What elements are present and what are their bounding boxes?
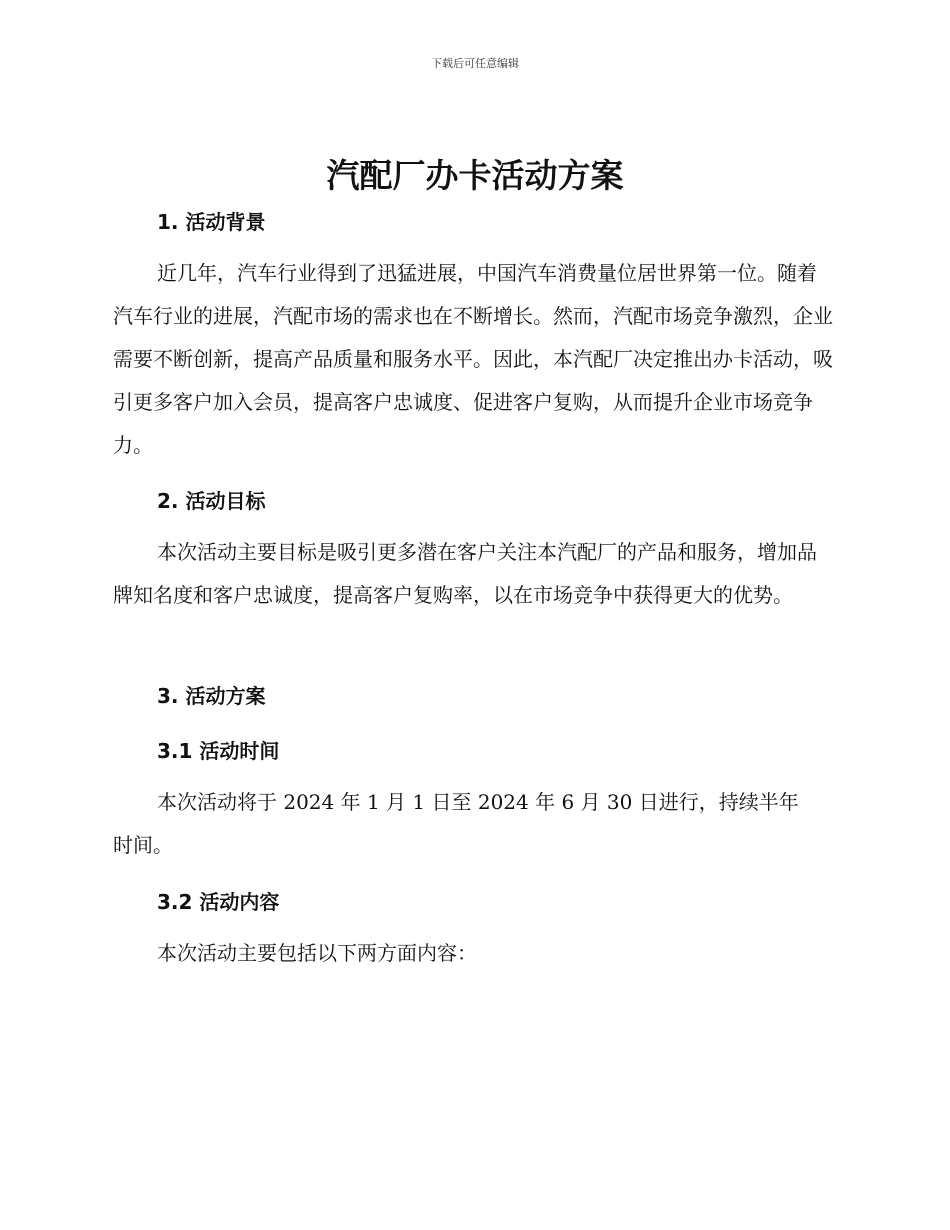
section-paragraph-content: 本次活动主要包括以下两方面内容： — [157, 941, 477, 965]
section-paragraph-goal: 本次活动主要目标是吸引更多潜在客户关注本汽配厂的产品和服务，增加品牌知名度和客户忠诚度，提高客户复购率，以在市场竞争中获得更大的优势。 — [113, 540, 817, 607]
section-heading-content: 3.2 活动内容 — [157, 890, 280, 914]
section-heading-goal: 2. 活动目标 — [157, 489, 266, 513]
section-heading-time: 3.1 活动时间 — [157, 739, 280, 763]
section-paragraph-background: 近几年，汽车行业得到了迅猛进展，中国汽车消费量位居世界第一位。随着汽车行业的进展，汽配市场的需求也在不断增长。然而，汽配市场竞争激烈，企业需要不断创新，提高产品质量和服务水平。因此，本汽配厂决定推出办卡活动，吸引更多客户加入会员，提高客户忠诚度、促进客户复购，从而提升企业市场竞争力。 — [113, 261, 833, 457]
header-note: 下载后可任意编辑 — [431, 57, 519, 70]
section-paragraph-time: 本次活动将于 2024 年 1 月 1 日至 2024 年 6 月 30 日进行，持续半年时间。 — [113, 790, 799, 857]
section-heading-background: 1. 活动背景 — [157, 210, 266, 234]
section-heading-plan: 3. 活动方案 — [157, 684, 266, 708]
document-title: 汽配厂办卡活动方案 — [326, 156, 624, 195]
